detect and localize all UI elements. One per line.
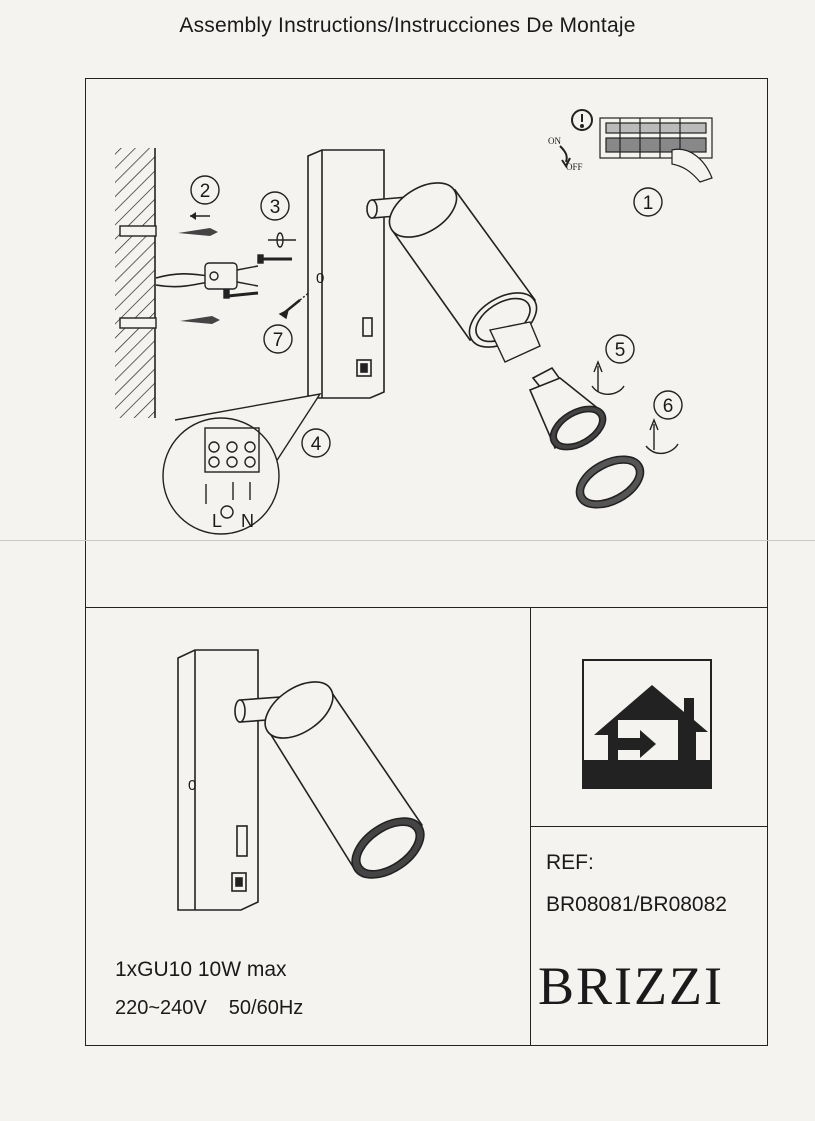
- ring-icon: [568, 446, 652, 519]
- ref-value: BR08081/BR08082: [546, 893, 727, 916]
- step-7-label: 7: [272, 330, 284, 351]
- brand-logo: BRIZZI: [538, 956, 724, 1016]
- warning-icon: [572, 110, 592, 130]
- terminal-l-label: L: [212, 511, 223, 531]
- indoor-use-icon: [583, 660, 711, 788]
- step-5-label: 5: [614, 340, 626, 361]
- switch-off-label: OFF: [566, 162, 583, 172]
- gu10-bulb-icon: [530, 368, 613, 459]
- spec-bulb: 1xGU10 10W max: [115, 958, 287, 981]
- page-title: Assembly Instructions/Instrucciones De Montaje: [179, 14, 636, 37]
- step-2-label: 2: [199, 181, 211, 202]
- ref-label: REF:: [546, 851, 594, 874]
- breaker-panel-icon: [600, 118, 712, 182]
- spec-frequency: 50/60Hz: [228, 997, 304, 1019]
- product-lamp-head: [235, 671, 435, 891]
- switch-arrow-icon: [560, 146, 567, 162]
- switch-mark-bottom: 0: [188, 777, 197, 794]
- wall-hatch-icon: [115, 148, 155, 418]
- switch-mark-top: 0: [316, 270, 325, 287]
- switch-on-label: ON: [548, 136, 561, 146]
- terminal-n-label: N: [241, 511, 254, 531]
- step-4-label: 4: [310, 434, 322, 455]
- step-1-label: 1: [642, 193, 654, 214]
- spec-voltage: 220~240V: [115, 997, 207, 1019]
- step-3-label: 3: [269, 197, 281, 218]
- connector-block-icon: [205, 263, 258, 289]
- lamp-socket: [490, 322, 540, 362]
- step-6-label: 6: [662, 396, 674, 417]
- spec-electrical: [115, 997, 303, 1020]
